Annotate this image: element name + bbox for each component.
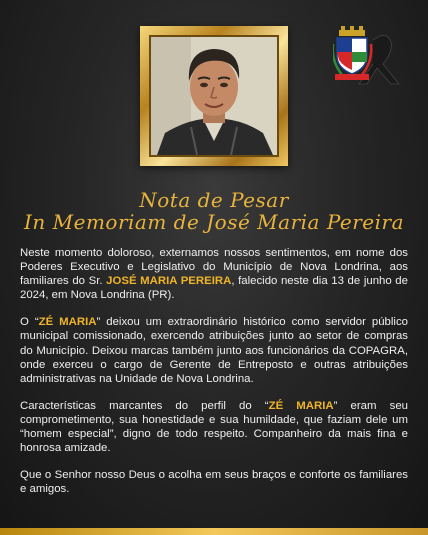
highlighted-nickname: ZÉ MARIA (268, 399, 334, 412)
municipal-crest-logo (333, 26, 409, 86)
paragraph-1: Neste momento doloroso, externamos nossos sentimentos, em nome dos Poderes Executivo e Legislativo do Município de Nova Londrina, aos familiares do Sr. JOSÉ MARIA PEREIRA, falecido neste dia 13 de junho de 2024, em Nova Londrina (PR). (20, 247, 408, 302)
highlighted-name: JOSÉ MARIA PEREIRA (106, 275, 232, 288)
title-nota-de-pesar: Nota de Pesar (139, 188, 289, 212)
title-in-memoriam: In Memoriam de José Maria Pereira (24, 210, 404, 234)
paragraph-3: Características marcantes do perfil do “ZÉ MARIA” eram seu comprometimento, sua honestidade e sua humildade, que faziam dele um “homem especial”, digno de todo respeito. Companheiro da mais fina e honrosa amizade. (20, 399, 408, 455)
highlighted-nickname: ZÉ MARIA (38, 316, 97, 329)
portrait-frame (140, 26, 288, 166)
paragraph-4: Que o Senhor nosso Deus o acolha em seus braços e conforte os familiares e amigos. (20, 469, 408, 496)
portrait-photo (149, 35, 279, 157)
paragraph-2: O “ZÉ MARIA” deixou um extraordinário histórico como servidor público municipal comissionado, exercendo atribuições junto ao setor de compras do Município. Deixou marcas também junto aos funcionários da COPAGRA, onde exerceu o cargo de Gerente de Entreposto e outras atribuições administrativas na Unidade de Nova Londrina. (20, 316, 408, 385)
tribute-text (20, 246, 408, 509)
bottom-gold-bar (0, 528, 428, 535)
